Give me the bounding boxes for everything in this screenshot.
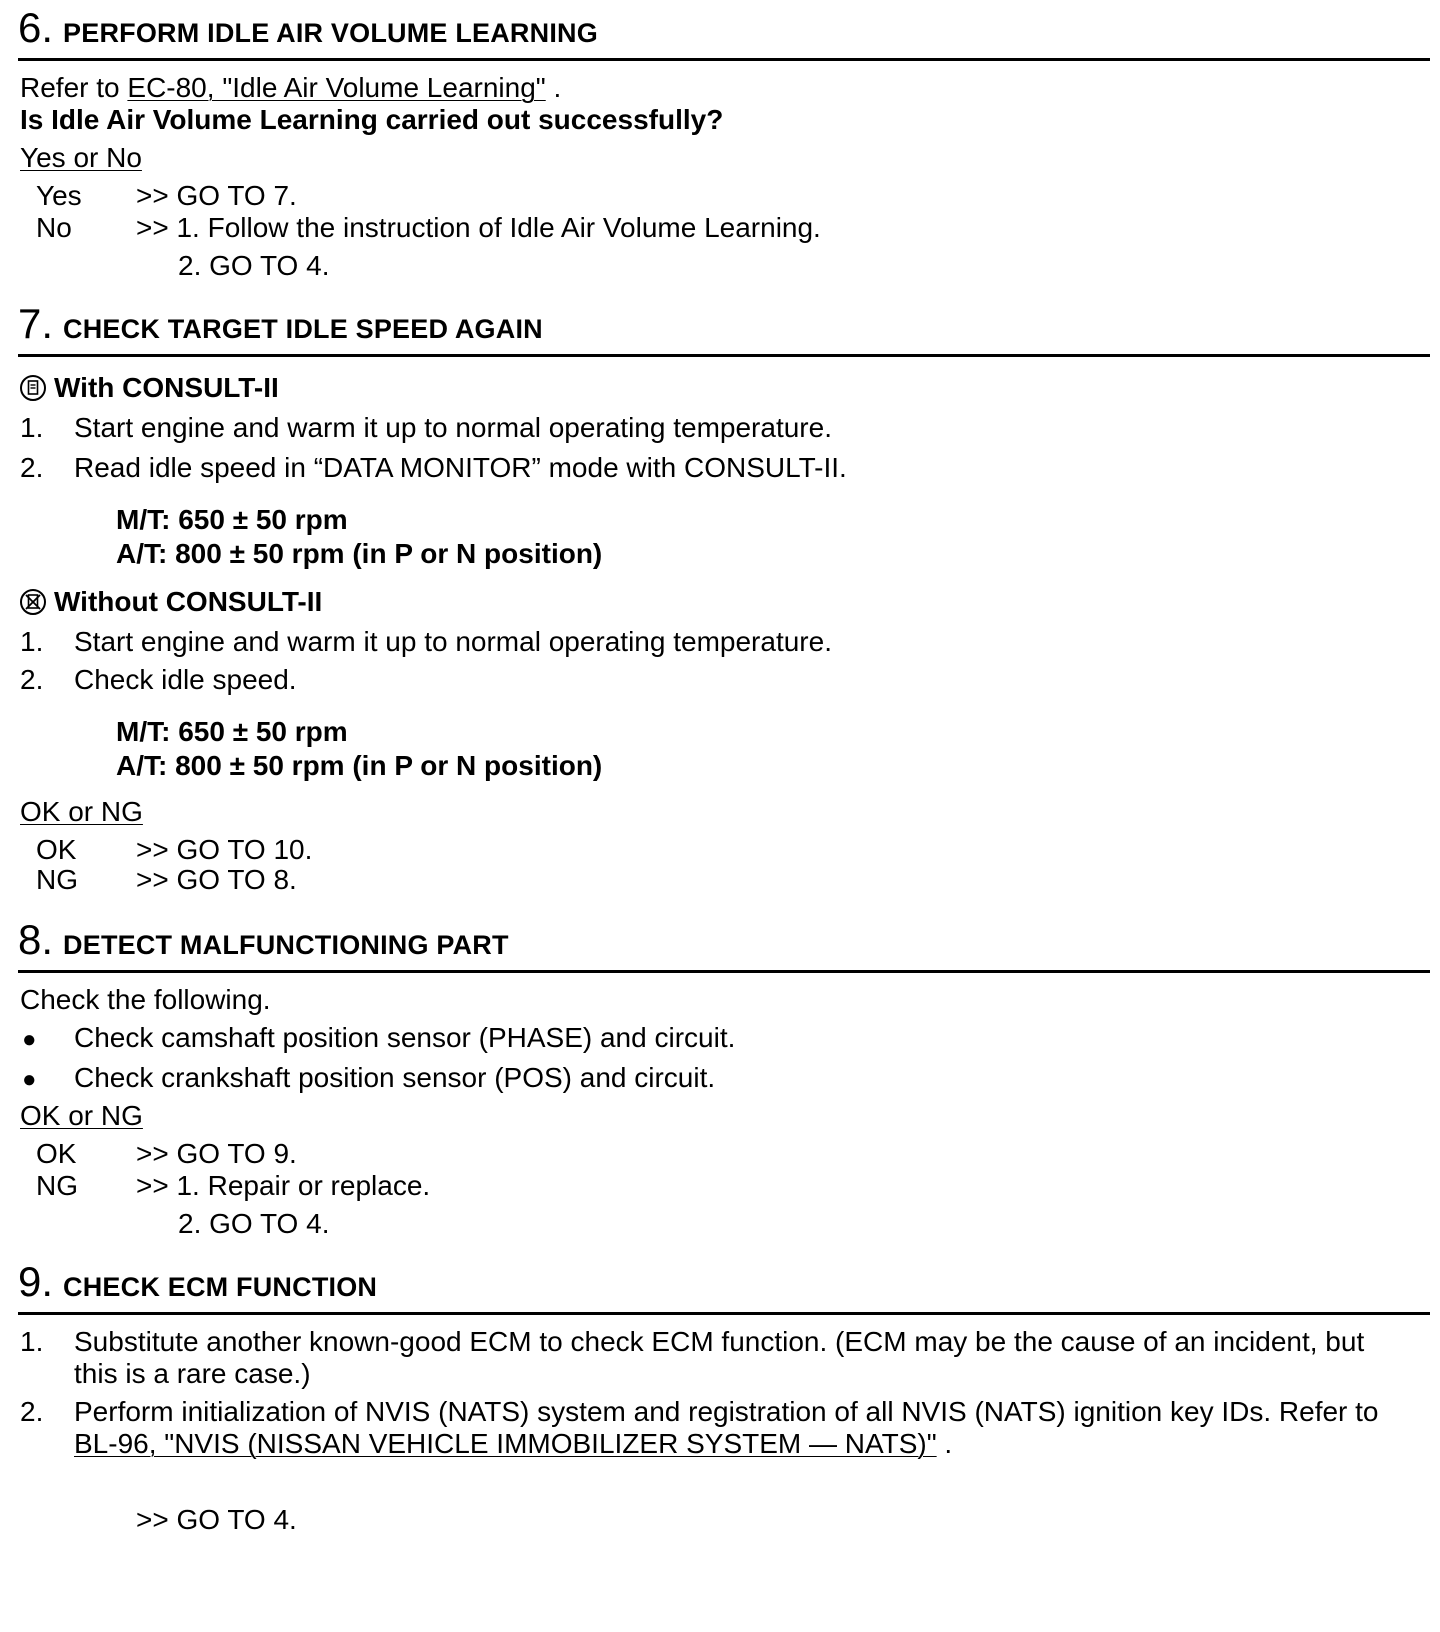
step-9-item-2-line-1: Perform initialization of NVIS (NATS) system and registration of all NVIS (NATS) ignition key IDs. Refer to (74, 1396, 1379, 1427)
bullet-2-icon: ● (22, 1066, 37, 1093)
step-7-ng-action: >> GO TO 8. (136, 864, 297, 895)
step-7-choice-label: OK or NG (20, 796, 143, 827)
step-6-title: PERFORM IDLE AIR VOLUME LEARNING (63, 18, 598, 48)
step-9-final-action: >> GO TO 4. (136, 1504, 297, 1535)
step-6-yes-action: >> GO TO 7. (136, 180, 297, 211)
without-consult-label: Without CONSULT-II (54, 586, 323, 617)
step-7-ng-key: NG (36, 864, 78, 895)
with-item-1-text: Start engine and warm it up to normal operating temperature. (74, 412, 832, 443)
consult-tool-icon (20, 375, 46, 401)
bullet-2-text: Check crankshaft position sensor (POS) and circuit. (74, 1062, 716, 1093)
step-9-title: CHECK ECM FUNCTION (63, 1272, 378, 1302)
step-6-no-key: No (36, 212, 72, 243)
step-9-item-1-num: 1. (20, 1326, 44, 1357)
step-9-item-1-line-2: this is a rare case.) (74, 1358, 311, 1389)
step-6-refer (20, 72, 561, 104)
step-7-divider (18, 354, 1430, 357)
without-item-1-text: Start engine and warm it up to normal operating temperature. (74, 626, 832, 657)
step-7-header (18, 302, 543, 346)
step-6-header (18, 6, 598, 50)
step-8-title: DETECT MALFUNCTIONING PART (63, 930, 509, 960)
step-6-sub-action: 2. GO TO 4. (178, 250, 330, 281)
step-6-number: 6. (18, 4, 54, 51)
step-8-number: 8. (18, 916, 54, 963)
with-item-1-num: 1. (20, 412, 44, 443)
step-6-divider (18, 58, 1430, 61)
step-8-ng-action: >> 1. Repair or replace. (136, 1170, 431, 1201)
with-spec-mt: M/T: 650 ± 50 rpm (116, 504, 348, 535)
step-7-ok-action: >> GO TO 10. (136, 834, 313, 865)
with-consult-label: With CONSULT-II (54, 372, 279, 403)
bullet-1-text: Check camshaft position sensor (PHASE) and circuit. (74, 1022, 736, 1053)
step-8-header (18, 918, 509, 962)
without-spec-at: A/T: 800 ± 50 rpm (in P or N position) (116, 750, 603, 781)
without-consult-heading (20, 586, 322, 618)
step-8-ok-action: >> GO TO 9. (136, 1138, 297, 1169)
step-7-ok-key: OK (36, 834, 77, 865)
without-item-2-text: Check idle speed. (74, 664, 297, 695)
with-item-2-text: Read idle speed in “DATA MONITOR” mode with CONSULT-II. (74, 452, 847, 483)
without-item-2-num: 2. (20, 664, 44, 695)
without-spec-mt: M/T: 650 ± 50 rpm (116, 716, 348, 747)
step-8-ng-key: NG (36, 1170, 78, 1201)
ec-80-link[interactable]: EC-80, "Idle Air Volume Learning" (127, 72, 546, 103)
step-8-ok-key: OK (36, 1138, 77, 1169)
bl-96-link[interactable]: BL-96, "NVIS (NISSAN VEHICLE IMMOBILIZER SYSTEM — NATS)" (74, 1428, 937, 1459)
step-6-choice-label: Yes or No (20, 142, 142, 173)
step-9-divider (18, 1312, 1430, 1315)
step-9-item-1-line-1: Substitute another known-good ECM to check ECM function. (ECM may be the cause of an incident, but (74, 1326, 1365, 1357)
step-6-question: Is Idle Air Volume Learning carried out successfully? (20, 104, 724, 135)
with-consult-heading (20, 372, 279, 404)
refer-suffix: . (545, 72, 562, 103)
step-9-number: 9. (18, 1258, 54, 1305)
step-8-intro: Check the following. (20, 984, 271, 1015)
step-8-divider (18, 970, 1430, 973)
step-9-item-2-num: 2. (20, 1396, 44, 1427)
step-7-number: 7. (18, 300, 54, 347)
without-item-1-num: 1. (20, 626, 44, 657)
step-9-item-2-line-2 (74, 1428, 952, 1460)
with-item-2-num: 2. (20, 452, 44, 483)
step-8-choice-label: OK or NG (20, 1100, 143, 1131)
no-tool-icon (20, 589, 46, 615)
step-6-no-action: >> 1. Follow the instruction of Idle Air Volume Learning. (136, 212, 821, 243)
step-8-sub-action: 2. GO TO 4. (178, 1208, 330, 1239)
step-7-title: CHECK TARGET IDLE SPEED AGAIN (63, 314, 543, 344)
with-spec-at: A/T: 800 ± 50 rpm (in P or N position) (116, 538, 603, 569)
step-6-yes-key: Yes (36, 180, 82, 211)
bullet-1-icon: ● (22, 1026, 37, 1053)
bl-96-suffix: . (936, 1428, 953, 1459)
step-9-header (18, 1260, 377, 1304)
refer-prefix: Refer to (20, 72, 128, 103)
